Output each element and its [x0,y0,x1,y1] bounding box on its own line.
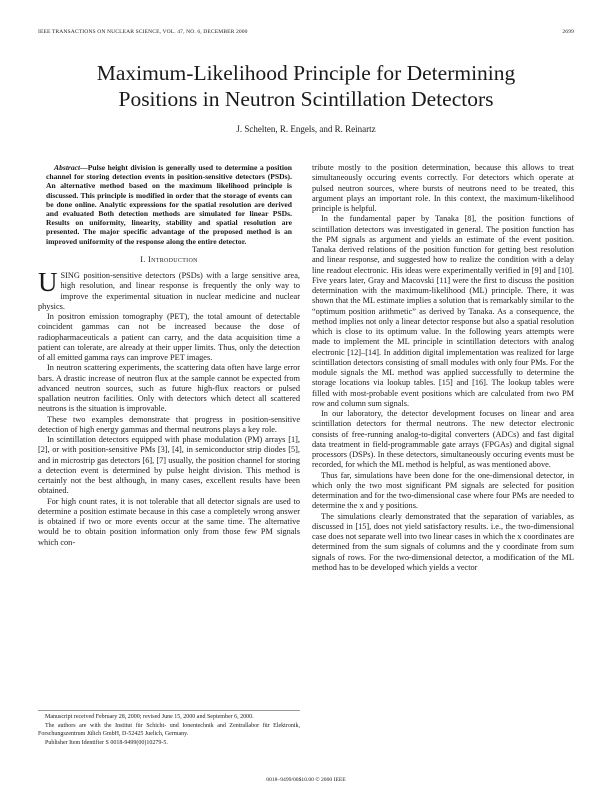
footnote-identifier: Publisher Item Identifier S 0018-9499(00)10279-5. [45,740,168,747]
abstract [38,163,300,246]
intro-paragraph-2: In positron emission tomography (PET), the total amount of detectable coincident gammas can not be increased because the dose of radiopharmaceuticals a patient can carry, and the data acquisition time a patient can tolerate, are already at their upper limits. Thus, only the detection of all emitted gamma rays can improve PET images. [38,312,300,363]
intro-paragraph-3: In neutron scattering experiments, the scattering data often have large error bars. A drastic increase of neutron flux at the sample cannot be expected from advanced neutron sources, such as future high-flux reactors or pulsed spallation neutron facilities. Only with detectors which detect all scattered neutrons is the situation is improvable. [38,363,300,414]
copyright-footer: 0018–9499/00$10.00 © 2000 IEEE [266,777,346,783]
title-line-1: Maximum-Likelihood Principle for Determining [96,61,516,85]
right-paragraph-3: In our laboratory, the detector development focuses on linear and area scintillation detectors for thermal neutrons. The new detector electronic consists of free-running analog-to-digital converters (ADCs) and fast digital data treatment in field-programmable gate arrays (FPGAs) and digital signal processors (DSPs). In these detectors, simultaneously occuring events must be recorded, for which the ML method is helpful, as was mentioned above. [312,409,574,470]
left-column [38,163,300,548]
intro-paragraph-1-text: SING position-sensitive detectors (PSDs) with a large sensitive area, high resolution, and linear response is frequently the only way to improve the experimental situation in nuclear medicine and nuclear physics. [38,271,300,311]
abstract-text: Pulse height division is generally used to determine a position channel for storing detection events in position-sensitive detectors (PSDs). An alternative method based on the maximum likelihood principle is discussed. This principle is modified in order that the storage of events can be done online. Analytic expressions for the spatial resolution are derived and evaluated Both detection methods are simulated for linear PSDs. Results on uniformity, linearity, stability and spatial resolution are presented. The major specific advantage of the proposed method is an improved uniformity of the response along the entire detector. [46,163,292,246]
footnote-received: Manuscript received February 28, 2000; revised June 15, 2000 and September 6, 2000. [45,714,254,720]
page-number: 2699 [562,29,574,35]
footnotes [38,710,300,750]
right-paragraph-1: tribute mostly to the position determination, because this allows to treat simultaneously occuring events correctly. For detectors which operate at pulsed neutron sources, where bursts of neutrons need to be treated, this argument plays an important role. In this context, the maximum-likelihood principle is helpful. [312,163,574,213]
intro-paragraph-1 [38,267,300,312]
section-heading-text: I. Introduction [140,254,198,264]
section-heading [38,255,300,265]
right-paragraph-2: In the fundamental paper by Tanaka [8], the position functions of scintillation detectors was investigated in general. The position function has the PM signals as argument and yields an estimate of the event position. Tanaka derived relations of the position function for getting best resolution and linear response, and suggested how to realize the condition with a delay line readout electronic. His ideas were experimentally verified in [9] and [10]. Five years later, Gray and Macovski [11] were the first to discuss the position determination with the maximum-likelihood (ML) principle. There, it was shown that the ML estimate implies a solution that is remarkably similar to the “optimum position arithmetic” as derived by Tanaka. As a consequence, the method implies not only a linear detector response but also a spatial resolution which is close to its optimum value. In the following years attempts were made to implement the ML principle in scintillation detectors with analog electronic [12]–[14]. In addition digital implementation was realized for large scintillation detectors consisting of small modules with only four PMs. For the module signals the ML method was applied successfully to determine the storage locations via lookup tables. [15] and [16]. The lookup tables were filled with most-probable event positions which are calculated from two PM row and column sum signals. [312,214,574,408]
footnote-affiliation: The authors are with the Institut für Schicht- und Ionentechnik and Zentrallabor für Elektronik, Forschungszentrum Jülich GmbH, D-52425 Juelich, Germany. [38,723,300,737]
right-paragraph-5: The simulations clearly demonstrated that the separation of variables, as discussed in [15], does not yield satisfactory results. i.e., the two-dimensional case does not separate well into two linear cases in which the x coordinates are determined from the sum signals of columns and the y coordinate from sum signals of rows. For the two-dimensional detector, a modification of the ML method has to be developed which yields a vector [312,511,574,572]
right-column [312,163,574,573]
right-paragraph-4: Thus far, simulations have been done for the one-dimensional detector, in which only the two most significant PM signals are selected for position determination and for the two-dimensional case where four PMs are needed to determine the x and y positions. [312,470,574,511]
paper-title [0,60,612,112]
title-line-2: Positions in Neutron Scintillation Detectors [118,87,494,111]
abstract-label: Abstract— [54,163,88,172]
intro-paragraph-4: These two examples demonstrate that progress in position-sensitive detection of high energy gammas and thermal neutrons plays a key role. [38,414,300,434]
author-list: J. Schelten, R. Engels, and R. Reinartz [236,124,376,134]
journal-header: IEEE TRANSACTIONS ON NUCLEAR SCIENCE, VOL. 47, NO. 6, DECEMBER 2000 [38,29,248,35]
intro-paragraph-6: For high count rates, it is not tolerable that all detector signals are used to determine a position estimate because in this case a completely wrong answer is obtained if two or more events occur at the same time. The alternative would be to obtain position information only from those few PM signals which con- [38,496,300,547]
drop-cap: U [38,267,58,298]
running-header [38,29,574,39]
intro-paragraph-5: In scintillation detectors equipped with phase modulation (PM) arrays [1], [2], or with position-sensitive PMs [3], [4], in semiconductor strip diodes [5], and in microstrip gas detectors [6], [7] usually, the position channel for storing a detection event is determined by pulse height division. This method is certainly not the best although, in many cases, excellent results have been obtained. [38,435,300,496]
